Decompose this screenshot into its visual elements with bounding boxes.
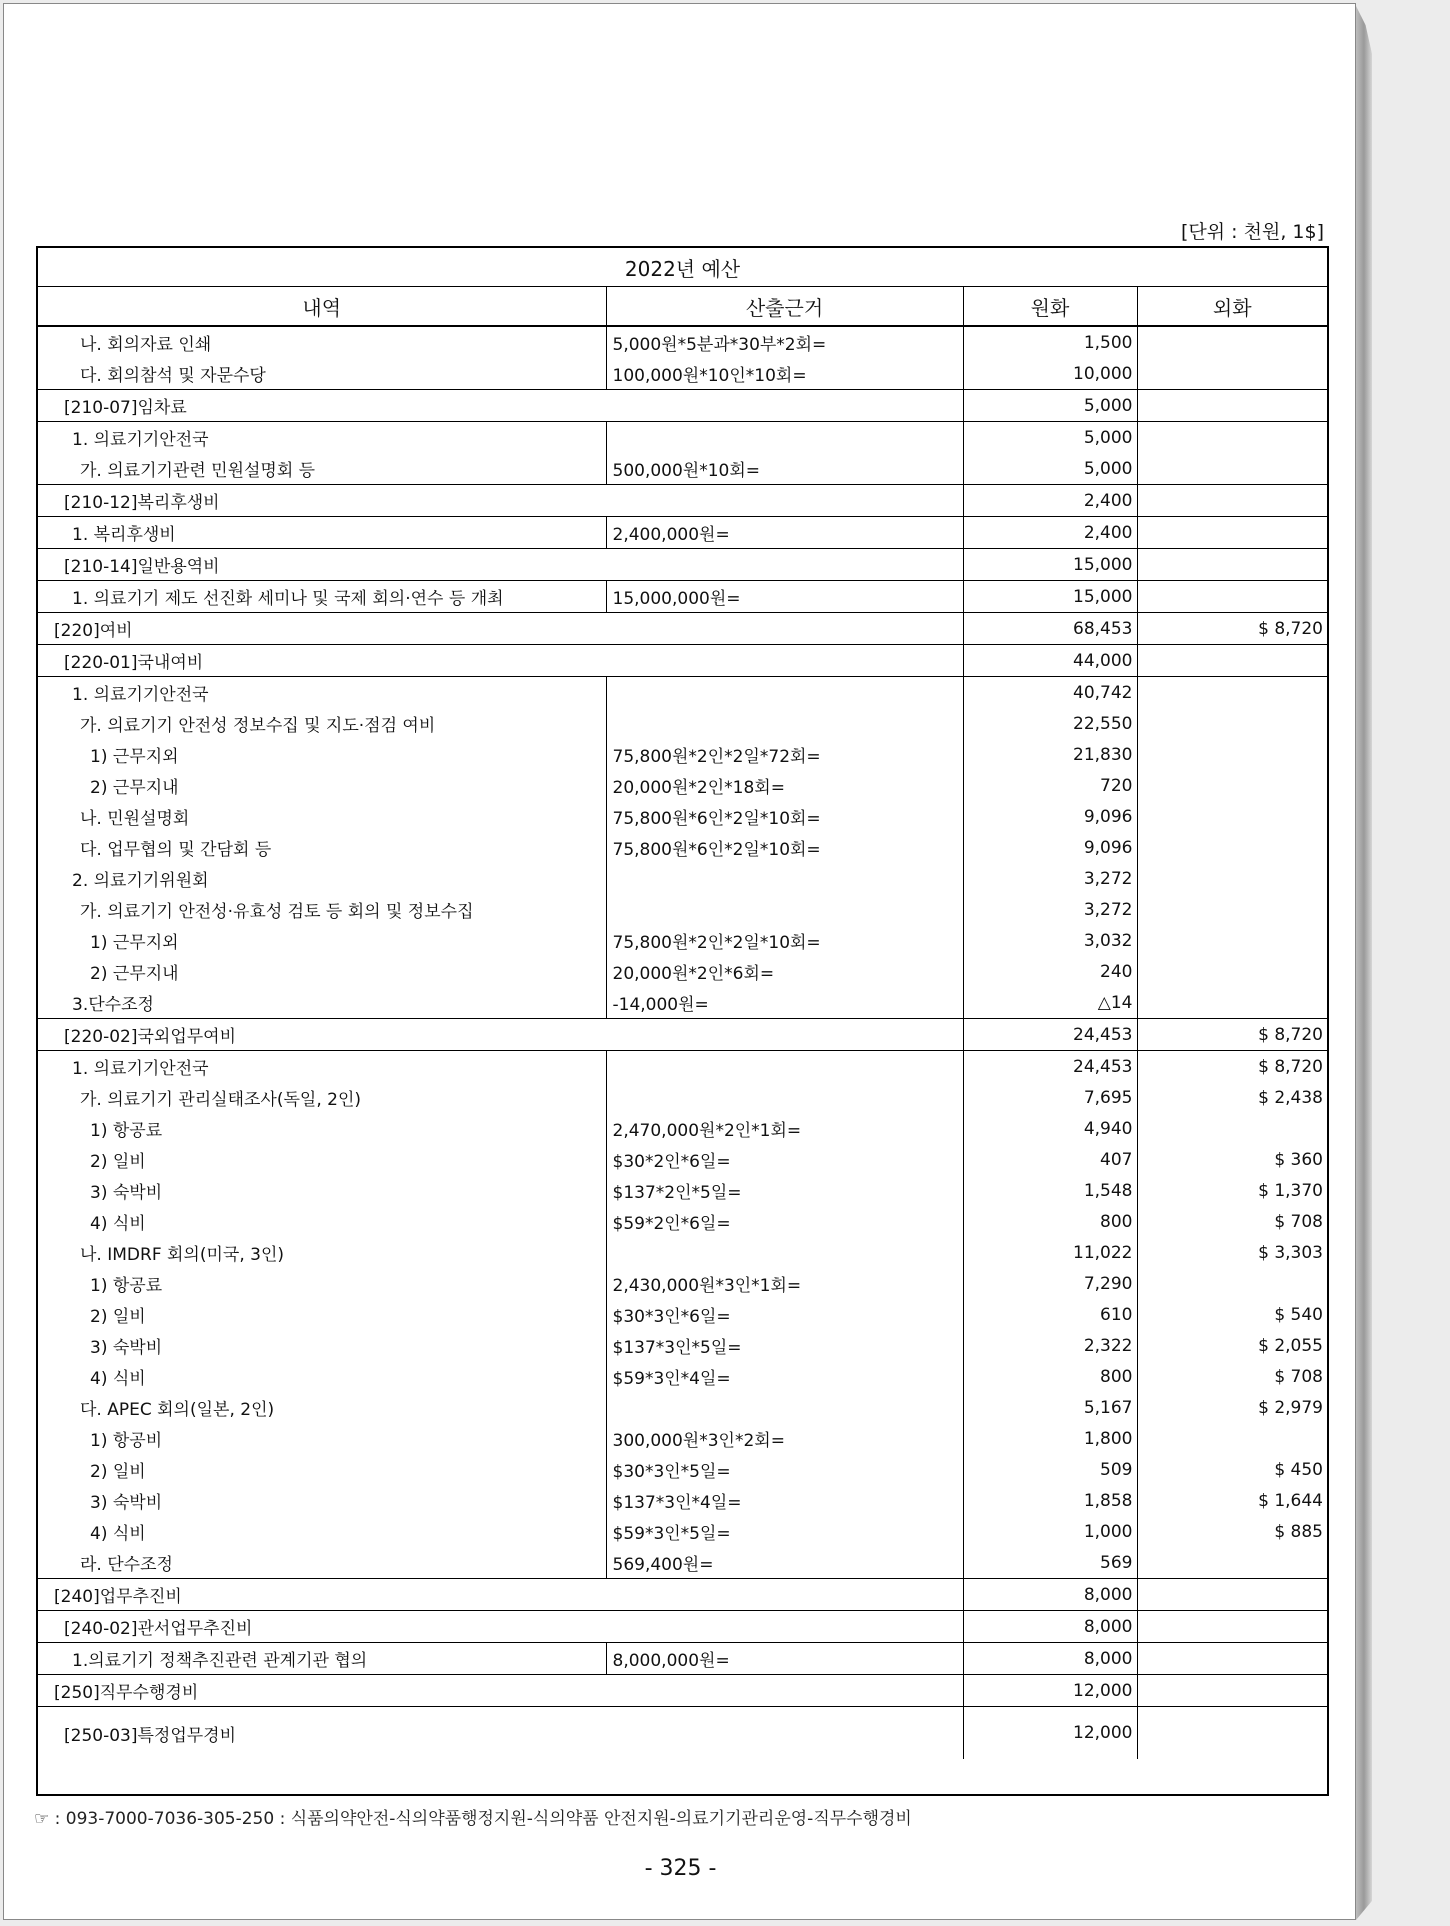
krw-cell: 15,000	[963, 549, 1137, 581]
item-cell: 1) 항공료	[90, 1121, 163, 1141]
usd-cell	[1137, 358, 1327, 390]
krw-cell: 5,167	[963, 1392, 1137, 1423]
krw-cell: 22,550	[963, 708, 1137, 739]
table-row	[38, 1485, 1327, 1516]
table-row	[38, 1643, 1327, 1675]
krw-cell: 15,000	[963, 581, 1137, 613]
krw-cell: 2,400	[963, 485, 1137, 517]
header-usd: 외화	[1137, 287, 1327, 327]
table-row	[38, 1547, 1327, 1579]
page-edge-shadow	[1356, 6, 1372, 1920]
krw-cell: 9,096	[963, 801, 1137, 832]
usd-cell	[1137, 549, 1327, 581]
krw-cell: 7,695	[963, 1082, 1137, 1113]
item-cell: 2. 의료기기위원회	[72, 871, 209, 891]
usd-cell	[1137, 326, 1327, 358]
item-cell: 3) 숙박비	[90, 1338, 163, 1358]
item-cell: 1. 의료기기 제도 선진화 세미나 및 국제 회의·연수 등 개최	[38, 581, 606, 613]
basis-cell	[606, 894, 963, 925]
krw-cell: 44,000	[963, 645, 1137, 677]
usd-cell: $ 8,720	[1137, 1019, 1327, 1051]
basis-cell: 2,400,000원=	[606, 517, 963, 549]
usd-cell	[1137, 453, 1327, 485]
usd-cell	[1137, 956, 1327, 987]
table-row	[38, 863, 1327, 894]
table-row	[38, 739, 1327, 770]
usd-cell	[1137, 390, 1327, 422]
table-row	[38, 422, 1327, 454]
basis-cell: $59*3인*4일=	[606, 1361, 963, 1392]
usd-cell	[1137, 1707, 1327, 1760]
basis-cell: 2,470,000원*2인*1회=	[606, 1113, 963, 1144]
krw-cell: 1,858	[963, 1485, 1137, 1516]
table-row	[38, 894, 1327, 925]
table-row	[38, 1454, 1327, 1485]
table-title: 2022년 예산	[38, 248, 1327, 287]
usd-cell: $ 2,979	[1137, 1392, 1327, 1423]
usd-cell: $ 1,370	[1137, 1175, 1327, 1206]
krw-cell: 7,290	[963, 1268, 1137, 1299]
basis-cell	[606, 422, 963, 454]
usd-cell	[1137, 987, 1327, 1019]
table-row	[38, 708, 1327, 739]
krw-cell: 40,742	[963, 677, 1137, 709]
table-row	[38, 1392, 1327, 1423]
usd-cell: $ 450	[1137, 1454, 1327, 1485]
krw-cell: 3,272	[963, 863, 1137, 894]
table-row	[38, 1675, 1327, 1707]
table-row	[38, 925, 1327, 956]
basis-cell: $30*2인*6일=	[606, 1144, 963, 1175]
basis-cell	[606, 863, 963, 894]
krw-cell: 5,000	[963, 390, 1137, 422]
basis-cell: $137*3인*4일=	[606, 1485, 963, 1516]
table-row	[38, 1330, 1327, 1361]
item-cell: 가. 의료기기 관리실태조사(독일, 2인)	[80, 1090, 362, 1110]
usd-cell: $ 8,720	[1137, 613, 1327, 645]
header-basis: 산출근거	[606, 287, 963, 327]
table-body	[38, 326, 1327, 1759]
krw-cell: 720	[963, 770, 1137, 801]
table-row	[38, 1175, 1327, 1206]
basis-cell: 8,000,000원=	[606, 1643, 963, 1675]
item-cell: 1. 의료기기안전국	[38, 677, 606, 709]
krw-cell: 10,000	[963, 358, 1137, 390]
krw-cell: 9,096	[963, 832, 1137, 863]
item-cell: 라. 단수조정	[80, 1555, 173, 1575]
table-row	[38, 390, 1327, 422]
item-cell: 나. 회의자료 인쇄	[80, 335, 212, 355]
usd-cell	[1137, 925, 1327, 956]
item-cell: 1) 항공료	[90, 1276, 163, 1296]
basis-cell	[606, 708, 963, 739]
table-row	[38, 1237, 1327, 1268]
account-code-footnote: ☞ : 093-7000-7036-305-250 : 식품의약안전-식의약품행정지원-식의약품 안전지원-의료기기관리운영-직무수행경비	[34, 1809, 912, 1829]
table-row	[38, 581, 1327, 613]
table-row	[38, 645, 1327, 677]
usd-cell	[1137, 1675, 1327, 1707]
item-cell: 2) 일비	[90, 1152, 146, 1172]
basis-cell	[606, 1392, 963, 1423]
header-item: 내역	[38, 287, 606, 327]
table-row	[38, 1019, 1327, 1051]
krw-cell: 12,000	[963, 1675, 1137, 1707]
document-page	[3, 3, 1356, 1920]
budget-table	[36, 246, 1329, 1796]
krw-cell: 800	[963, 1206, 1137, 1237]
item-cell: [220]여비	[38, 613, 963, 645]
usd-cell	[1137, 894, 1327, 925]
krw-cell: 4,940	[963, 1113, 1137, 1144]
usd-cell: $ 540	[1137, 1299, 1327, 1330]
item-cell: 2) 근무지내	[90, 964, 179, 984]
usd-cell	[1137, 1643, 1327, 1675]
krw-cell: 2,322	[963, 1330, 1137, 1361]
item-cell: [250]직무수행경비	[38, 1675, 963, 1707]
table-row	[38, 1299, 1327, 1330]
usd-cell: $ 708	[1137, 1206, 1327, 1237]
usd-cell	[1137, 645, 1327, 677]
item-cell: [240-02]관서업무추진비	[38, 1611, 963, 1643]
krw-cell: 2,400	[963, 517, 1137, 549]
item-cell: 1) 항공비	[90, 1431, 163, 1451]
page-number: - 325 -	[644, 1856, 717, 1881]
basis-cell: 500,000원*10회=	[606, 453, 963, 485]
usd-cell: $ 2,055	[1137, 1330, 1327, 1361]
usd-cell: $ 3,303	[1137, 1237, 1327, 1268]
item-cell: 2) 일비	[90, 1307, 146, 1327]
krw-cell: 68,453	[963, 613, 1137, 645]
basis-cell: 100,000원*10인*10회=	[606, 358, 963, 390]
krw-cell: 1,000	[963, 1516, 1137, 1547]
table-row	[38, 1206, 1327, 1237]
table-row	[38, 1113, 1327, 1144]
item-cell: 다. APEC 회의(일본, 2인)	[80, 1400, 275, 1420]
krw-cell: 1,800	[963, 1423, 1137, 1454]
item-cell: 나. 민원설명회	[80, 809, 190, 829]
usd-cell	[1137, 770, 1327, 801]
table-row	[38, 358, 1327, 390]
krw-cell: 5,000	[963, 453, 1137, 485]
usd-cell	[1137, 517, 1327, 549]
item-cell: 1. 의료기기안전국	[38, 1051, 606, 1083]
basis-cell: 20,000원*2인*18회=	[606, 770, 963, 801]
usd-cell	[1137, 863, 1327, 894]
item-cell: [210-12]복리후생비	[38, 485, 963, 517]
krw-cell: 509	[963, 1454, 1137, 1485]
item-cell: 3) 숙박비	[90, 1183, 163, 1203]
table-row	[38, 770, 1327, 801]
item-cell: [220-01]국내여비	[38, 645, 963, 677]
krw-cell: 11,022	[963, 1237, 1137, 1268]
item-cell: 1. 복리후생비	[38, 517, 606, 549]
krw-cell: 8,000	[963, 1611, 1137, 1643]
usd-cell: $ 2,438	[1137, 1082, 1327, 1113]
item-cell: 4) 식비	[90, 1369, 146, 1389]
usd-cell	[1137, 1423, 1327, 1454]
basis-cell: $59*2인*6일=	[606, 1206, 963, 1237]
table-row	[38, 1423, 1327, 1454]
item-cell: 4) 식비	[90, 1524, 146, 1544]
item-cell: [220-02]국외업무여비	[38, 1019, 963, 1051]
table-row	[38, 1516, 1327, 1547]
basis-cell: 300,000원*3인*2회=	[606, 1423, 963, 1454]
item-cell: 1.의료기기 정책추진관련 관계기관 협의	[38, 1643, 606, 1675]
usd-cell	[1137, 739, 1327, 770]
krw-cell: 610	[963, 1299, 1137, 1330]
basis-cell: $137*2인*5일=	[606, 1175, 963, 1206]
item-cell: [240]업무추진비	[38, 1579, 963, 1611]
usd-cell	[1137, 422, 1327, 454]
basis-cell: 2,430,000원*3인*1회=	[606, 1268, 963, 1299]
usd-cell	[1137, 581, 1327, 613]
basis-cell	[606, 1082, 963, 1113]
usd-cell	[1137, 1268, 1327, 1299]
table-row	[38, 956, 1327, 987]
table-row	[38, 485, 1327, 517]
item-cell: [250-03]특정업무경비	[38, 1707, 963, 1760]
krw-cell: 8,000	[963, 1643, 1137, 1675]
usd-cell	[1137, 485, 1327, 517]
krw-cell: 21,830	[963, 739, 1137, 770]
table-row	[38, 517, 1327, 549]
table-row	[38, 832, 1327, 863]
table-row	[38, 677, 1327, 709]
table-row	[38, 801, 1327, 832]
usd-cell	[1137, 801, 1327, 832]
table-row	[38, 1268, 1327, 1299]
item-cell: 4) 식비	[90, 1214, 146, 1234]
item-cell: 3.단수조정	[72, 995, 154, 1015]
basis-cell: 75,800원*2인*2일*72회=	[606, 739, 963, 770]
basis-cell: $30*3인*5일=	[606, 1454, 963, 1485]
item-cell: 나. IMDRF 회의(미국, 3인)	[80, 1245, 284, 1265]
basis-cell: 75,800원*6인*2일*10회=	[606, 832, 963, 863]
item-cell: 2) 근무지내	[90, 778, 179, 798]
table-row	[38, 613, 1327, 645]
usd-cell	[1137, 1113, 1327, 1144]
usd-cell: $ 708	[1137, 1361, 1327, 1392]
table-row	[38, 1082, 1327, 1113]
item-cell: 가. 의료기기 안전성·유효성 검토 등 회의 및 정보수집	[80, 902, 474, 922]
table-row	[38, 1579, 1327, 1611]
krw-cell: 5,000	[963, 422, 1137, 454]
krw-cell: 240	[963, 956, 1137, 987]
item-cell: 2) 일비	[90, 1462, 146, 1482]
table-row	[38, 453, 1327, 485]
table-row	[38, 987, 1327, 1019]
basis-cell: -14,000원=	[606, 987, 963, 1019]
basis-cell: 20,000원*2인*6회=	[606, 956, 963, 987]
krw-cell: 24,453	[963, 1019, 1137, 1051]
krw-cell: 3,032	[963, 925, 1137, 956]
basis-cell: 15,000,000원=	[606, 581, 963, 613]
basis-cell: $137*3인*5일=	[606, 1330, 963, 1361]
basis-cell: $30*3인*6일=	[606, 1299, 963, 1330]
usd-cell	[1137, 832, 1327, 863]
item-cell: 1) 근무지외	[90, 933, 179, 953]
usd-cell: $ 8,720	[1137, 1051, 1327, 1083]
krw-cell: 1,500	[963, 326, 1137, 358]
usd-cell	[1137, 1611, 1327, 1643]
krw-cell: 24,453	[963, 1051, 1137, 1083]
item-cell: 다. 회의참석 및 자문수당	[80, 366, 266, 386]
item-cell: 가. 의료기기 안전성 정보수집 및 지도·점검 여비	[80, 716, 436, 736]
usd-cell: $ 360	[1137, 1144, 1327, 1175]
item-cell: 1. 의료기기안전국	[38, 422, 606, 454]
item-cell: 3) 숙박비	[90, 1493, 163, 1513]
item-cell: [210-07]임차료	[38, 390, 963, 422]
krw-cell: △14	[963, 987, 1137, 1019]
basis-cell: 75,800원*2인*2일*10회=	[606, 925, 963, 956]
krw-cell: 3,272	[963, 894, 1137, 925]
table-row	[38, 1144, 1327, 1175]
item-cell: 1) 근무지외	[90, 747, 179, 767]
usd-cell: $ 885	[1137, 1516, 1327, 1547]
usd-cell	[1137, 677, 1327, 709]
krw-cell: 569	[963, 1547, 1137, 1579]
item-cell: 가. 의료기기관련 민원설명회 등	[80, 461, 316, 481]
table-row	[38, 1361, 1327, 1392]
table-row	[38, 1051, 1327, 1083]
usd-cell: $ 1,644	[1137, 1485, 1327, 1516]
item-cell: 다. 업무협의 및 간담회 등	[80, 840, 272, 860]
header-krw: 원화	[963, 287, 1137, 327]
usd-cell	[1137, 1547, 1327, 1579]
basis-cell: 5,000원*5분과*30부*2회=	[606, 326, 963, 358]
basis-cell	[606, 1051, 963, 1083]
basis-cell: $59*3인*5일=	[606, 1516, 963, 1547]
krw-cell: 1,548	[963, 1175, 1137, 1206]
basis-cell: 569,400원=	[606, 1547, 963, 1579]
table-row	[38, 326, 1327, 358]
krw-cell: 12,000	[963, 1707, 1137, 1760]
table-row	[38, 549, 1327, 581]
unit-label: [단위 : 천원, 1$]	[1181, 221, 1324, 243]
basis-cell	[606, 1237, 963, 1268]
usd-cell	[1137, 708, 1327, 739]
usd-cell	[1137, 1579, 1327, 1611]
table-row	[38, 1611, 1327, 1643]
krw-cell: 800	[963, 1361, 1137, 1392]
krw-cell: 407	[963, 1144, 1137, 1175]
item-cell: [210-14]일반용역비	[38, 549, 963, 581]
krw-cell: 8,000	[963, 1579, 1137, 1611]
table-row	[38, 1707, 1327, 1760]
basis-cell: 75,800원*6인*2일*10회=	[606, 801, 963, 832]
basis-cell	[606, 677, 963, 709]
